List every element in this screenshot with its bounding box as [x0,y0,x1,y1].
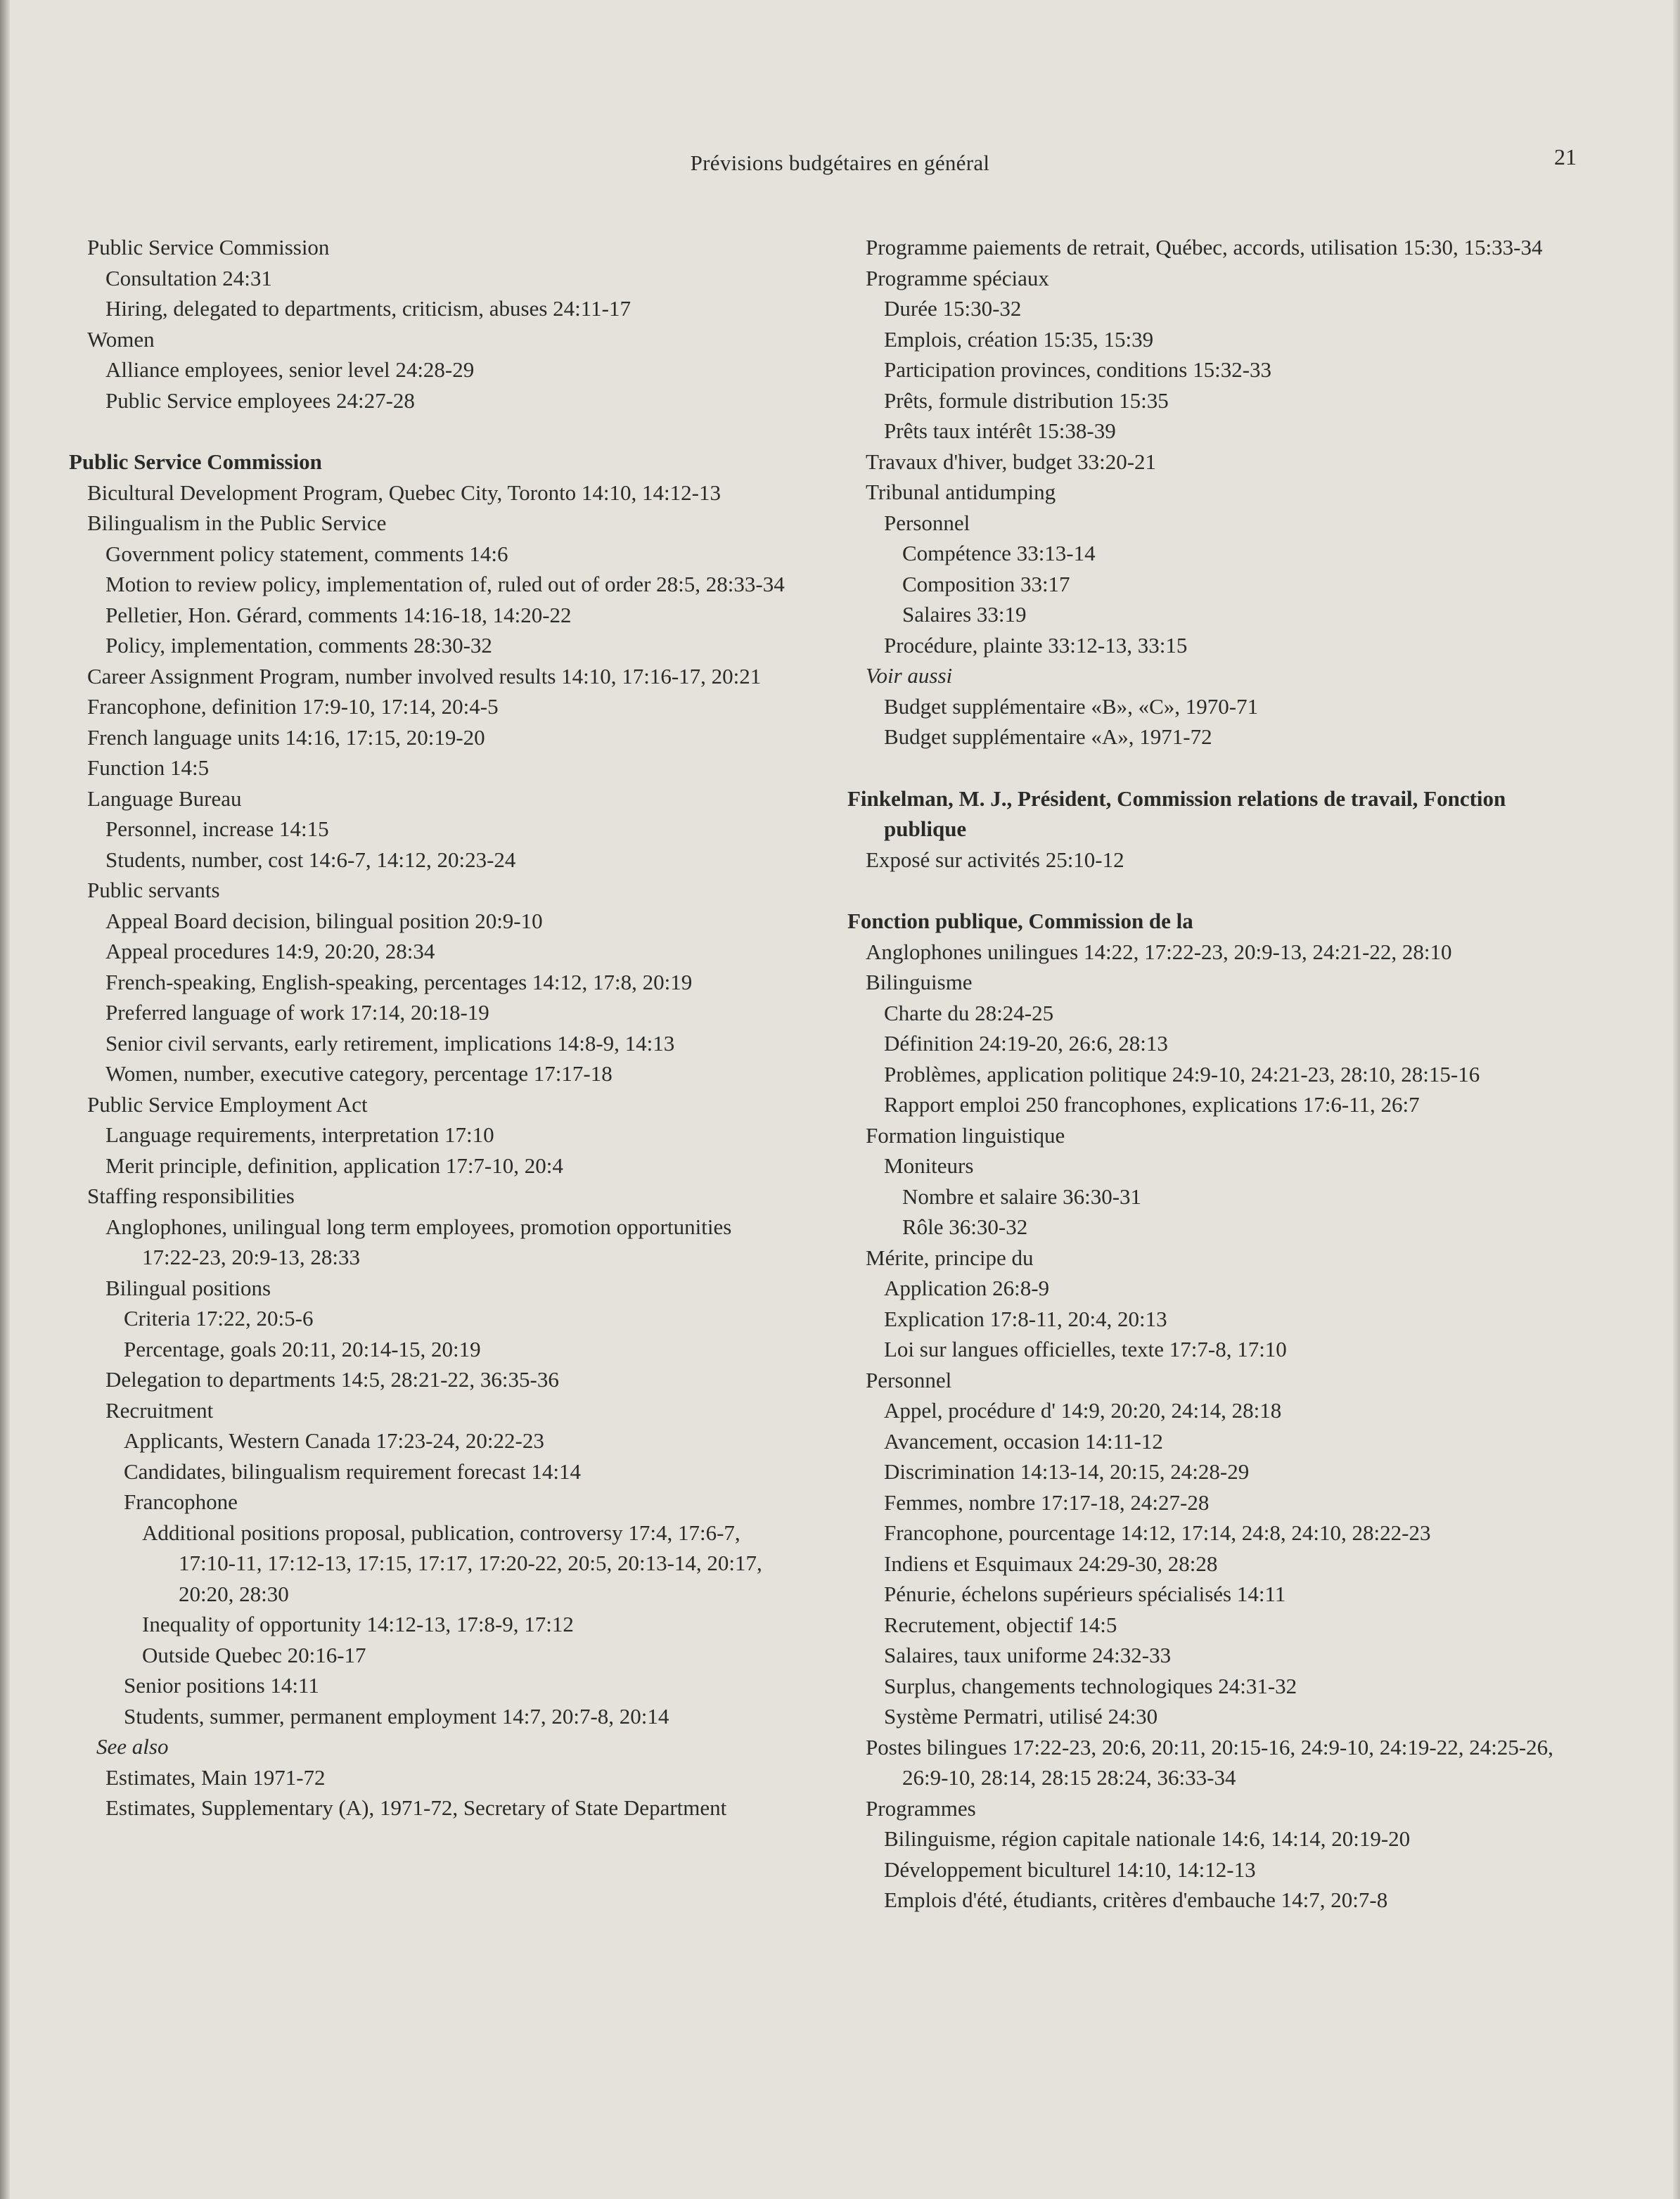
index-entry: Personnel [866,1367,952,1392]
index-entry: Language Bureau [87,786,242,811]
index-entry: Students, summer, permanent employment 14:7, 20:7-8, 20:14 [124,1703,669,1729]
index-entry: Bicultural Development Program, Quebec City, Toronto 14:10, 14:12-13 [87,480,721,505]
index-entry: Appeal Board decision, bilingual position 20:9-10 [105,908,543,933]
index-entry: Définition 24:19-20, 26:6, 28:13 [884,1031,1168,1056]
index-entry: Charte du 28:24-25 [884,1000,1054,1025]
index-entry: Criteria 17:22, 20:5-6 [124,1306,314,1331]
page-number: 21 [1554,144,1577,169]
index-entry: Outside Quebec 20:16-17 [142,1642,366,1667]
index-entry: Estimates, Main 1971-72 [105,1764,326,1790]
index-entry: Senior positions 14:11 [124,1673,319,1698]
index-entry: Anglophones, unilingual long term employees, promotion opportunities 17:22-23, 20:9-13, 28:33 [105,1214,732,1269]
index-entry: Salaires 33:19 [902,602,1027,627]
running-title: Prévisions budgétaires en général [690,150,990,175]
page-edge-left [0,0,10,2199]
index-entry: Rapport emploi 250 francophones, explications 17:6-11, 26:7 [884,1092,1420,1117]
index-entry: Programmes [866,1795,976,1821]
index-entry: French-speaking, English-speaking, percentages 14:12, 17:8, 20:19 [105,969,693,994]
index-entry: Estimates, Supplementary (A), 1971-72, Secretary of State Department [105,1795,727,1820]
index-entry: Mérite, principe du [866,1245,1034,1270]
index-entry: Indiens et Esquimaux 24:29-30, 28:28 [884,1551,1218,1576]
index-entry: Policy, implementation, comments 28:30-32 [105,633,492,658]
index-entry: Applicants, Western Canada 17:23-24, 20:22-23 [124,1428,544,1453]
index-entry: Candidates, bilingualism requirement forecast 14:14 [124,1458,581,1484]
index-entry: Recrutement, objectif 14:5 [884,1612,1117,1637]
index-entry: Exposé sur activités 25:10-12 [866,847,1124,872]
index-entry: Francophone, definition 17:9-10, 17:14, 20:4-5 [87,694,499,719]
index-entry: French language units 14:16, 17:15, 20:19-20 [87,724,485,750]
index-entry: Preferred language of work 17:14, 20:18-19 [105,1000,489,1025]
index-entry: Procédure, plainte 33:12-13, 33:15 [884,632,1188,658]
index-entry: Surplus, changements technologiques 24:31-32 [884,1673,1297,1698]
index-entry: Public Service employees 24:27-28 [105,387,415,413]
index-entry: Women, number, executive category, percentage 17:17-18 [105,1061,613,1086]
index-entry: Women [87,326,155,352]
index-entry: Merit principle, definition, application 17:7-10, 20:4 [105,1153,563,1178]
index-entry: Career Assignment Program, number involved results 14:10, 17:16-17, 20:21 [87,663,762,688]
index-entry: Travaux d'hiver, budget 33:20-21 [866,449,1157,474]
index-entry: Francophone [124,1489,238,1514]
index-entry: Loi sur langues officielles, texte 17:7-8, 17:10 [884,1337,1287,1361]
index-entry: Additional positions proposal, publication, controversy 17:4, 17:6-7, 17:10-11, 17:12-13, 17:15, 17:17, 17:20-22, 20:5, 20:13-14, 20:17, 20:20, 28:30 [142,1520,762,1606]
index-entry: Francophone, pourcentage 14:12, 17:14, 24:8, 24:10, 28:22-23 [884,1520,1431,1545]
index-entry: Discrimination 14:13-14, 20:15, 24:28-29 [884,1459,1250,1484]
index-entry: Budget supplémentaire «B», «C», 1970-71 [884,693,1259,719]
index-entry: Tribunal antidumping [866,480,1056,504]
index-entry: Pelletier, Hon. Gérard, comments 14:16-18, 14:20-22 [105,602,572,627]
index-entry: Personnel [884,510,970,535]
index-entry: Pénurie, échelons supérieurs spécialisés 14:11 [884,1582,1286,1606]
index-entry: Application 26:8-9 [884,1276,1050,1300]
index-heading: Finkelman, M. J., Président, Commission relations de travail, Fonction publique [847,786,1506,841]
index-entry: Avancement, occasion 14:11-12 [884,1428,1163,1454]
index-entry: Compétence 33:13-14 [902,541,1096,565]
index-entry: Budget supplémentaire «A», 1971-72 [884,724,1212,749]
index-entry: Programme spéciaux [866,265,1049,290]
index-entry: Staffing responsibilities [87,1184,295,1208]
index-heading: Fonction publique, Commission de la [847,909,1193,933]
index-entry: Senior civil servants, early retirement, implications 14:8-9, 14:13 [105,1030,675,1056]
index-entry: Femmes, nombre 17:17-18, 24:27-28 [884,1489,1210,1515]
index-column-left [69,232,786,1823]
index-entry: Public Service Commission [87,235,330,259]
index-entry: Emplois, création 15:35, 15:39 [884,326,1154,352]
index-entry: Bilinguisme, région capitale nationale 14:6, 14:14, 20:19-20 [884,1826,1411,1851]
index-entry: Government policy statement, comments 14:6 [105,541,508,566]
index-entry: Anglophones unilingues 14:22, 17:22-23, 20:9-13, 24:21-22, 28:10 [866,939,1452,964]
index-entry: Problèmes, application politique 24:9-10, 24:21-23, 28:10, 28:15-16 [884,1061,1480,1086]
index-entry: Voir aussi [866,663,953,688]
index-entry: Bilingualism in the Public Service [87,511,387,535]
index-entry: Programme paiements de retrait, Québec, accords, utilisation 15:30, 15:33-34 [866,235,1543,259]
index-entry: Motion to review policy, implementation of, ruled out of order 28:5, 28:33-34 [105,572,785,596]
index-entry: Participation provinces, conditions 15:32-33 [884,357,1272,382]
index-entry: Bilingual positions [105,1275,271,1300]
index-entry: Consultation 24:31 [105,265,272,290]
index-entry: Function 14:5 [87,755,210,780]
index-entry: Salaires, taux uniforme 24:32-33 [884,1643,1172,1667]
index-entry: Students, number, cost 14:6-7, 14:12, 20:23-24 [105,847,516,872]
index-entry: Rôle 36:30-32 [902,1214,1028,1239]
index-entry: Développement biculturel 14:10, 14:12-13 [884,1857,1256,1882]
index-entry: Recruitment [105,1397,214,1423]
index-column-right [847,232,1593,1916]
index-entry: Personnel, increase 14:15 [105,816,329,841]
index-heading: Public Service Commission [69,449,322,474]
page-edge-right [1673,0,1680,2199]
index-entry: Public Service Employment Act [87,1091,368,1117]
index-entry: Prêts taux intérêt 15:38-39 [884,418,1116,443]
index-entry: Moniteurs [884,1153,974,1178]
index-entry: Explication 17:8-11, 20:4, 20:13 [884,1306,1167,1331]
index-entry: Hiring, delegated to departments, criticism, abuses 24:11-17 [105,296,631,321]
index-entry: Composition 33:17 [902,571,1070,596]
index-entry: Alliance employees, senior level 24:28-29 [105,357,475,382]
index-entry: Appeal procedures 14:9, 20:20, 28:34 [105,939,435,963]
index-entry: Nombre et salaire 36:30-31 [902,1184,1142,1209]
index-entry: Emplois d'été, étudiants, critères d'embauche 14:7, 20:7-8 [884,1887,1388,1912]
index-entry: Language requirements, interpretation 17:10 [105,1122,494,1147]
index-entry: Appel, procédure d' 14:9, 20:20, 24:14, 28:18 [884,1398,1282,1423]
index-entry: Prêts, formule distribution 15:35 [884,387,1169,413]
index-entry: Durée 15:30-32 [884,296,1022,321]
index-entry: See also [96,1734,169,1759]
index-entry: Inequality of opportunity 14:12-13, 17:8-9, 17:12 [142,1612,574,1636]
index-entry: Bilinguisme [866,970,973,994]
index-entry: Formation linguistique [866,1122,1065,1148]
index-entry: Percentage, goals 20:11, 20:14-15, 20:19 [124,1336,481,1361]
index-entry: Public servants [87,878,220,902]
index-entry: Système Permatri, utilisé 24:30 [884,1704,1158,1729]
index-entry: Delegation to departments 14:5, 28:21-22, 36:35-36 [105,1367,559,1392]
index-entry: Postes bilingues 17:22-23, 20:6, 20:11, 20:15-16, 24:9-10, 24:19-22, 24:25-26, 26:9-10, 28:14, 28:15 28:24, 36:33-34 [866,1734,1553,1790]
